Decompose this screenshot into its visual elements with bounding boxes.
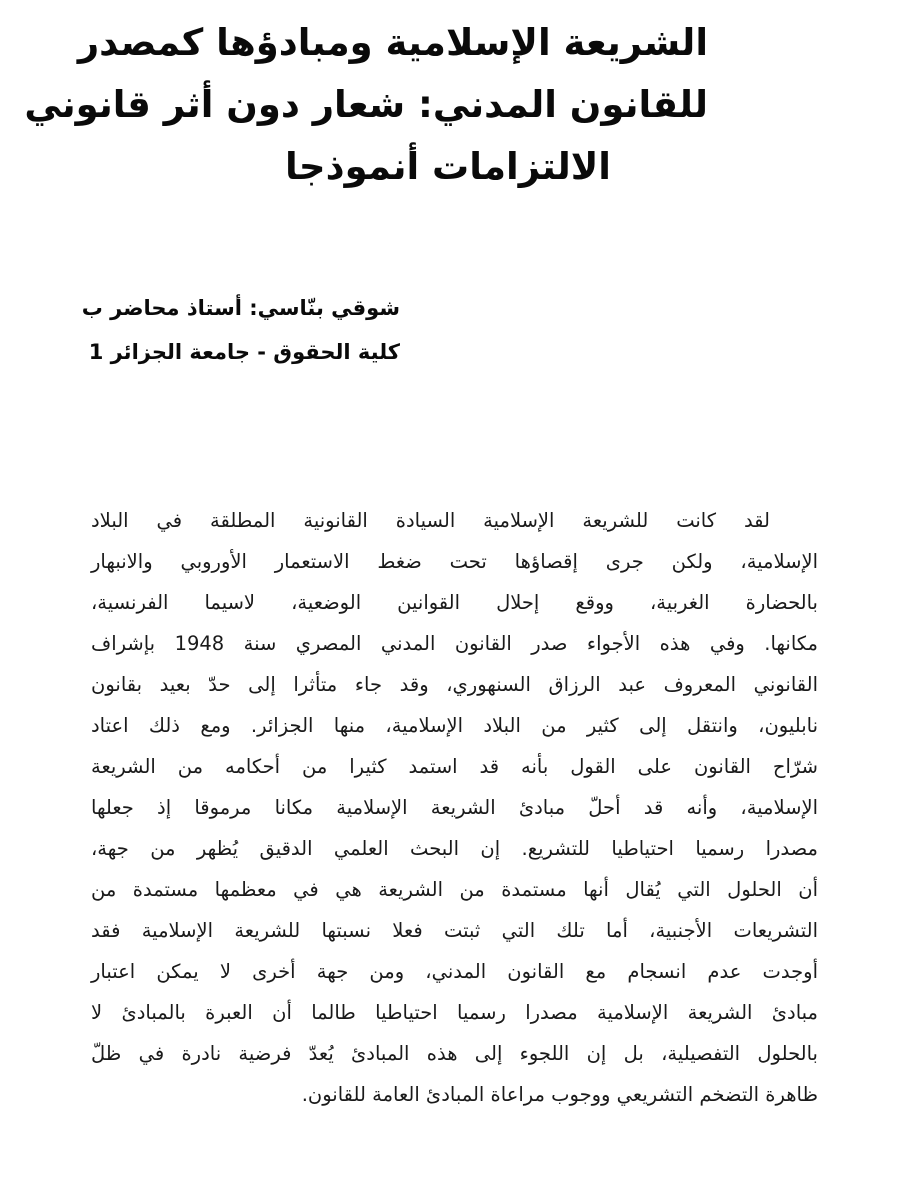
paragraph-line: مكانها. وفي هذه الأجواء صدر القانون المدني المصري سنة 1948 بإشراف bbox=[91, 632, 818, 655]
paragraph-line: بالحلول التفصيلية، بل إن اللجوء إلى هذه المبادئ يُعدّ فرضية نادرة في ظلّ bbox=[91, 1042, 818, 1065]
paragraph-line: الإسلامية، وأنه قد أحلّ مبادئ الشريعة الإسلامية مكانا مرموقا إذ جعلها bbox=[91, 796, 818, 819]
title-line-2: للقانون المدني: شعار دون أثر قانوني bbox=[24, 83, 708, 126]
paragraph-line: بالحضارة الغربية، ووقع إحلال القوانين الوضعية، لاسيما الفرنسية، bbox=[91, 591, 818, 614]
paragraph-line: مصدرا رسميا احتياطيا للتشريع. إن البحث العلمي الدقيق يُظهر من جهة، bbox=[91, 837, 818, 860]
title-line-1: الشريعة الإسلامية ومبادؤها كمصدر bbox=[77, 21, 708, 64]
author-block bbox=[81, 286, 400, 374]
paragraph-line: الإسلامية، ولكن جرى إقصاؤها تحت ضغط الاستعمار الأوروبي والانبهار bbox=[91, 550, 818, 573]
title-line-3: الالتزامات أنموذجا bbox=[285, 145, 611, 188]
paragraph-line: شرّاح القانون على القول بأنه قد استمد كثيرا من أحكامه من الشريعة bbox=[91, 755, 818, 778]
paragraph-line: أن الحلول التي يُقال أنها مستمدة من الشريعة هي في معظمها مستمدة من bbox=[91, 878, 818, 901]
article-title bbox=[24, 12, 708, 198]
paragraph-line: لقد كانت للشريعة الإسلامية السيادة القانونية المطلقة في البلاد bbox=[91, 509, 770, 532]
paragraph-line: القانوني المعروف عبد الرزاق السنهوري، وقد جاء متأثرا إلى حدّ بعيد بقانون bbox=[91, 673, 818, 696]
paragraph-line: مبادئ الشريعة الإسلامية مصدرا رسميا احتياطيا طالما أن العبرة بالمبادئ لا bbox=[91, 1001, 818, 1024]
author-name-and-rank: شوقي بنّاسي: أستاذ محاضر ب bbox=[81, 296, 400, 320]
author-affiliation: كلية الحقوق - جامعة الجزائر 1 bbox=[88, 340, 400, 364]
paragraph-line: نابليون، وانتقل إلى كثير من البلاد الإسلامية، منها الجزائر. ومع ذلك اعتاد bbox=[91, 714, 818, 737]
paragraph-line: التشريعات الأجنبية، أما تلك التي ثبتت فعلا نسبتها للشريعة الإسلامية فقد bbox=[91, 919, 818, 942]
paragraph-line: أوجدت عدم انسجام مع القانون المدني، ومن جهة أخرى لا يمكن اعتبار bbox=[91, 960, 818, 983]
paragraph-line: ظاهرة التضخم التشريعي ووجوب مراعاة المبادئ العامة للقانون. bbox=[301, 1083, 818, 1106]
abstract-paragraph bbox=[91, 500, 818, 1115]
